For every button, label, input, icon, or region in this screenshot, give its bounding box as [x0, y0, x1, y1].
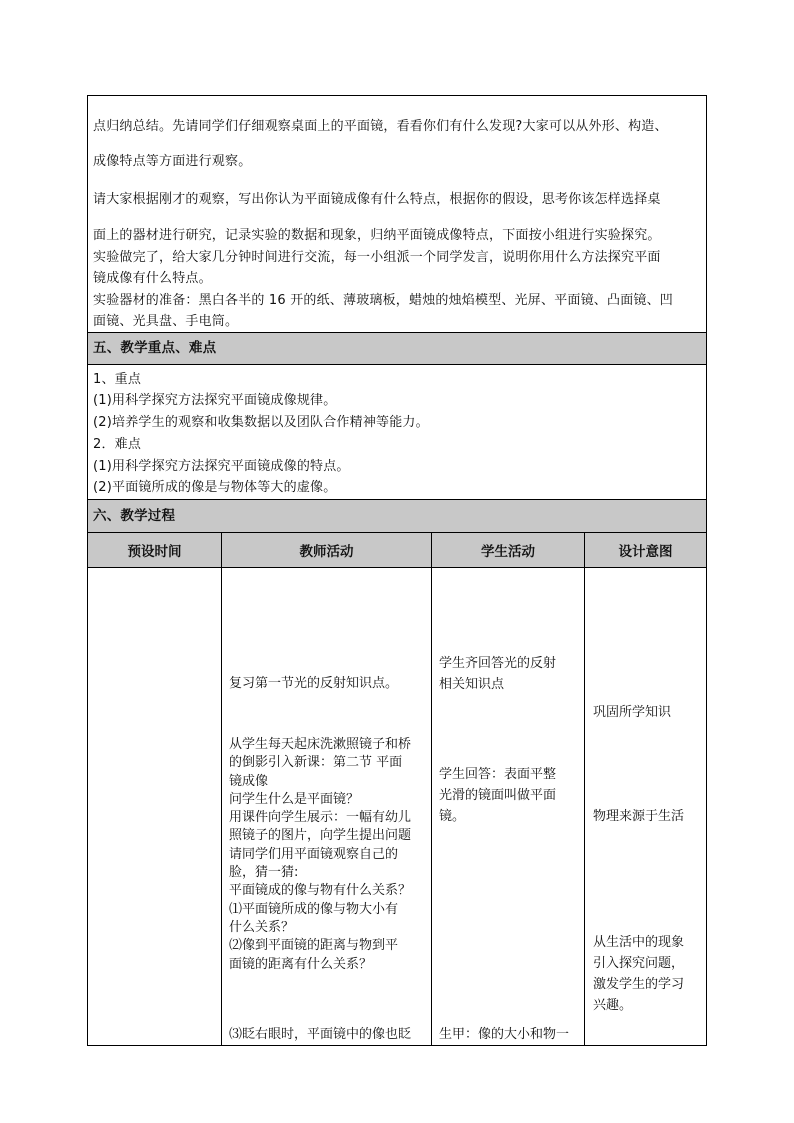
student-line: 生甲：像的大小和物一	[439, 1027, 570, 1042]
intro-line: 请大家根据刚才的观察，写出你认为平面镜成像有什么特点，根据你的假设，思考你该怎样选择桌	[93, 192, 661, 207]
teacher-activity-wink	[229, 1025, 411, 1044]
column-header-student: 学生活动	[432, 533, 585, 567]
intent-line: 从生活中的现象	[593, 935, 685, 950]
section5-title: 五、教学重点、难点	[93, 340, 217, 356]
teacher-line: 镜成像	[229, 773, 269, 789]
student-line: 光滑的镜面叫做平面	[439, 788, 557, 803]
teacher-line: ⑵像到平面镜的距离与物到平	[229, 938, 399, 954]
intro-line: 成像特点等方面进行观察。	[93, 154, 252, 169]
column-divider	[221, 568, 222, 1046]
intent-review	[593, 703, 671, 722]
student-activity-answer	[439, 764, 556, 827]
key-point-line: 2．难点	[93, 437, 142, 452]
teacher-line: 请同学们用平面镜观察自己的	[229, 846, 399, 862]
teacher-line: 的倒影引入新课：第二节 平面	[229, 755, 403, 771]
teacher-line: 问学生什么是平面镜？	[229, 791, 360, 807]
student-line: 学生齐回答光的反射	[439, 656, 557, 671]
intent-line: 激发学生的学习	[593, 977, 685, 992]
intent-explore	[593, 932, 684, 1016]
key-point-line: (1)用科学探究方法探究平面镜成像的特点。	[93, 459, 350, 474]
student-activity-guess	[439, 1025, 569, 1044]
intro-line: 点归纳总结。先请同学们仔细观察桌面上的平面镜，看看你们有什么发现?大家可以从外形、构造、	[93, 119, 668, 134]
intent-line: 兴趣。	[593, 998, 633, 1013]
teacher-line: 脸，猜一猜:	[229, 865, 299, 881]
key-point-line: 1、重点	[93, 372, 142, 387]
teacher-line: 复习第一节光的反射知识点。	[229, 676, 399, 691]
student-activity-review	[439, 653, 556, 695]
teacher-line: ⑴平面镜所成的像与物大小有	[229, 901, 399, 917]
teacher-line: 照镜子的图片，向学生提出问题	[229, 828, 412, 844]
teacher-line: ⑶眨右眼时，平面镜中的像也眨	[229, 1027, 412, 1042]
key-point-line: (2)培养学生的观察和收集数据以及团队合作精神等能力。	[93, 415, 429, 430]
column-header-teacher: 教师活动	[222, 533, 432, 567]
intent-line: 物理来源于生活	[593, 809, 685, 824]
student-line: 相关知识点	[439, 677, 505, 692]
process-table-header	[88, 533, 706, 568]
intro-line: 面上的器材进行研究，记录实验的数据和现象，归纳平面镜成像特点，下面按小组进行实验探究。	[93, 228, 661, 243]
teacher-line: 面镜的距离有什么关系？	[229, 956, 373, 972]
key-point-line: (2)平面镜所成的像是与物体等大的虚像。	[93, 480, 337, 495]
section5-header	[88, 332, 706, 365]
intro-line: 实验做完了，给大家几分钟时间进行交流，每一小组派一个同学发言，说明你用什么方法探究平面	[93, 250, 661, 265]
student-line: 镜。	[439, 809, 466, 824]
teacher-line: 用课件向学生展示：一幅有幼儿	[229, 810, 412, 826]
lesson-plan-table	[87, 95, 707, 1046]
intent-life	[593, 807, 684, 826]
teacher-line: 什么关系？	[229, 919, 295, 935]
teacher-line: 从学生每天起床洗漱照镜子和桥	[229, 737, 412, 752]
section6-header	[88, 499, 706, 533]
intent-line: 引入探究问题，	[593, 956, 685, 971]
teacher-line: 平面镜成的像与物有什么关系？	[229, 883, 412, 899]
intro-line: 镜成像有什么特点。	[93, 271, 212, 286]
column-divider	[431, 568, 432, 1046]
intro-block	[88, 96, 706, 333]
intent-line: 巩固所学知识	[593, 705, 672, 720]
teacher-activity-review	[229, 674, 398, 693]
column-header-time: 预设时间	[88, 533, 222, 567]
intro-line: 面镜、光具盘、手电筒。	[93, 314, 239, 329]
key-point-line: (1)用科学探究方法探究平面镜成像规律。	[93, 393, 337, 408]
column-divider	[584, 568, 585, 1046]
column-header-intent: 设计意图	[585, 533, 706, 567]
student-line: 学生回答：表面平整	[439, 767, 557, 782]
intro-line: 实验器材的准备：黑白各半的 16 开的纸、薄玻璃板，蜡烛的烛焰模型、光屏、平面镜、凸面镜、凹	[93, 293, 674, 308]
section5-body	[88, 365, 706, 500]
teacher-activity-intro	[229, 736, 411, 974]
section6-title: 六、教学过程	[93, 508, 176, 524]
